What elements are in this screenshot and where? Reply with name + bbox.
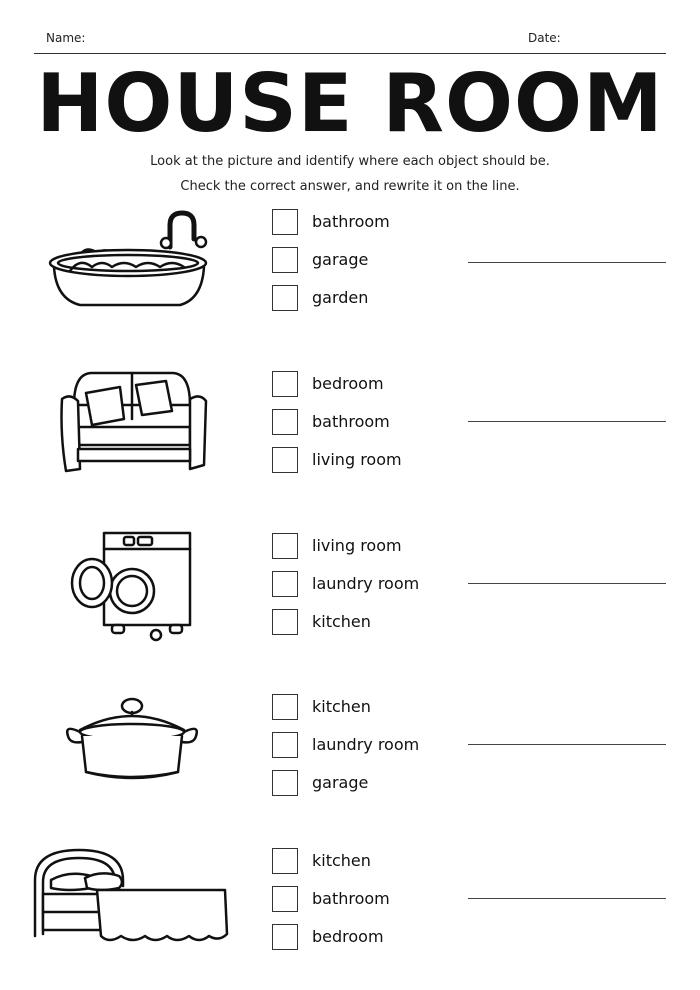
checkbox[interactable]: [272, 770, 298, 796]
date-label: Date:: [528, 31, 561, 45]
option-sofa-1[interactable]: [272, 371, 452, 401]
question-washing-machine: [0, 531, 700, 651]
option-sofa-2[interactable]: [272, 409, 452, 439]
instruction-line-1: Look at the picture and identify where each object should be.: [150, 154, 550, 169]
sofa-icon: [40, 369, 220, 489]
instruction-line-2: Check the correct answer, and rewrite it on the line.: [180, 179, 520, 194]
option-sofa-3[interactable]: [272, 447, 452, 477]
checkbox[interactable]: [272, 571, 298, 597]
option-label: bedroom: [312, 374, 384, 393]
option-label: garage: [312, 250, 369, 269]
question-bed: [0, 846, 700, 966]
answer-line[interactable]: [468, 898, 666, 899]
question-cooking-pot: [0, 692, 700, 812]
bathtub-icon: [40, 207, 220, 327]
option-label: bathroom: [312, 889, 390, 908]
worksheet-title: HOUSE ROOM: [36, 57, 664, 150]
checkbox[interactable]: [272, 409, 298, 435]
name-label: Name:: [46, 31, 86, 45]
option-label: kitchen: [312, 612, 371, 631]
option-cooking-pot-3[interactable]: [272, 770, 452, 800]
option-label: kitchen: [312, 851, 371, 870]
answer-line[interactable]: [468, 744, 666, 745]
option-bed-2[interactable]: [272, 886, 452, 916]
checkbox[interactable]: [272, 209, 298, 235]
checkbox[interactable]: [272, 533, 298, 559]
instructions: [0, 149, 700, 199]
option-label: garage: [312, 773, 369, 792]
header-divider: [34, 53, 666, 54]
checkbox[interactable]: [272, 285, 298, 311]
option-label: garden: [312, 288, 369, 307]
option-label: bathroom: [312, 212, 390, 231]
checkbox[interactable]: [272, 247, 298, 273]
option-bed-1[interactable]: [272, 848, 452, 878]
answer-line[interactable]: [468, 421, 666, 422]
option-washing-machine-3[interactable]: [272, 609, 452, 639]
bed-icon: [24, 846, 234, 966]
checkbox[interactable]: [272, 848, 298, 874]
checkbox[interactable]: [272, 732, 298, 758]
option-bathtub-3[interactable]: [272, 285, 452, 315]
option-washing-machine-1[interactable]: [272, 533, 452, 563]
option-label: living room: [312, 536, 402, 555]
option-bed-3[interactable]: [272, 924, 452, 954]
option-label: laundry room: [312, 735, 420, 754]
cooking-pot-icon: [40, 692, 220, 812]
option-label: bathroom: [312, 412, 390, 431]
answer-line[interactable]: [468, 262, 666, 263]
option-label: laundry room: [312, 574, 420, 593]
option-label: living room: [312, 450, 402, 469]
washing-machine-icon: [40, 531, 220, 651]
question-bathtub: [0, 207, 700, 327]
option-cooking-pot-1[interactable]: [272, 694, 452, 724]
checkbox[interactable]: [272, 609, 298, 635]
checkbox[interactable]: [272, 447, 298, 473]
question-sofa: [0, 369, 700, 489]
option-washing-machine-2[interactable]: [272, 571, 452, 601]
option-bathtub-1[interactable]: [272, 209, 452, 239]
option-label: kitchen: [312, 697, 371, 716]
answer-line[interactable]: [468, 583, 666, 584]
checkbox[interactable]: [272, 371, 298, 397]
checkbox[interactable]: [272, 924, 298, 950]
checkbox[interactable]: [272, 886, 298, 912]
option-label: bedroom: [312, 927, 384, 946]
option-bathtub-2[interactable]: [272, 247, 452, 277]
option-cooking-pot-2[interactable]: [272, 732, 452, 762]
checkbox[interactable]: [272, 694, 298, 720]
